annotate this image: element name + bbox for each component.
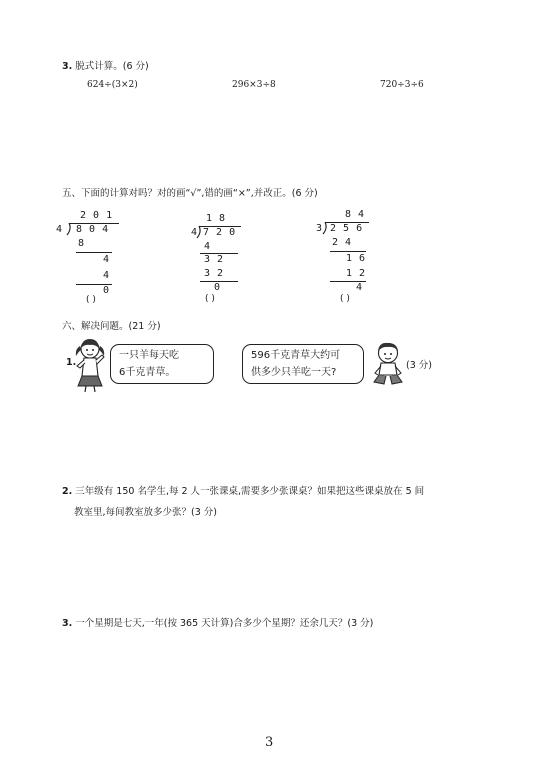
div2-dividend: 7 2 0 xyxy=(203,227,236,238)
q3-title: 脱式计算。(6 分) xyxy=(75,61,149,72)
speech-bubble-left xyxy=(110,344,214,384)
q3-expr-1: 624÷(3×2) xyxy=(87,80,138,90)
q3-number: 3. xyxy=(62,61,73,72)
div1-step-1: 8 xyxy=(78,238,85,249)
div3-divisor: 3 xyxy=(316,223,323,234)
q6-title: 六、解决问题。(21 分) xyxy=(62,321,161,332)
div1-quotient: 2 0 1 xyxy=(80,210,113,221)
div3-step-4: 4 xyxy=(356,282,363,293)
div2-step-3: 3 2 xyxy=(204,268,224,279)
q6-p3-text: 一个星期是七天,一年(按 365 天计算)合多少个星期？还余几天？(3 分) xyxy=(75,618,374,629)
div2-step-2: 3 2 xyxy=(204,254,224,265)
div3-step-2: 1 6 xyxy=(346,253,366,264)
div2-step-1: 4 xyxy=(204,241,211,252)
div3-answer-paren[interactable]: ( ) xyxy=(340,294,350,304)
div1-bracket xyxy=(66,222,74,236)
girl-illustration xyxy=(72,336,108,394)
div3-step-3: 1 2 xyxy=(346,268,366,279)
q6-p2-line-1 xyxy=(62,482,424,502)
q3-expr-3: 720÷3÷6 xyxy=(380,80,424,90)
bubble-right-line-1: 596千克青草大约可 xyxy=(251,350,341,361)
div3-bracket xyxy=(322,221,330,235)
div2-answer-paren[interactable]: ( ) xyxy=(205,294,215,304)
speech-bubble-right xyxy=(242,344,364,384)
q6-p3-number: 3. xyxy=(62,618,73,629)
div2-divisor: 4 xyxy=(191,227,198,238)
div3-step-1: 2 4 xyxy=(332,237,352,248)
div1-divisor: 4 xyxy=(56,224,63,235)
bubble-left-line-1: 一只羊每天吃 xyxy=(119,350,179,361)
q5-title: 五、下面的计算对吗？对的画“√”,错的画“×”,并改正。(6 分) xyxy=(62,188,318,199)
div3-dividend: 2 5 6 xyxy=(330,223,363,234)
q6-p2-line-2: 教室里,每间教室放多少张？(3 分) xyxy=(74,507,217,518)
page-number: 3 xyxy=(265,735,274,750)
div1-step-4: 0 xyxy=(103,285,110,296)
div1-answer-paren[interactable]: ( ) xyxy=(86,295,96,305)
div2-quotient: 1 8 xyxy=(206,213,226,224)
q6-p1-number: 1. xyxy=(66,357,77,368)
q3-expr-2: 296×3÷8 xyxy=(232,80,276,90)
div1-dividend: 8 0 4 xyxy=(76,224,109,235)
q3-heading xyxy=(62,58,149,72)
q6-p2-text-1: 三年级有 150 名学生,每 2 人一张课桌,需要多少张课桌？如果把这些课桌放在 5 间 xyxy=(75,486,425,497)
q6-p2-number: 2. xyxy=(62,486,73,497)
q6-p1-score: (3 分) xyxy=(406,360,432,371)
bubble-right-line-2: 供多少只羊吃一天? xyxy=(251,367,337,378)
div2-step-4: 0 xyxy=(214,282,221,293)
div3-quotient: 8 4 xyxy=(345,209,365,220)
bubble-left-line-2: 6千克青草。 xyxy=(119,367,176,378)
div1-step-2: 4 xyxy=(103,254,110,265)
div1-step-3: 4 xyxy=(103,270,110,281)
q6-p3-line xyxy=(62,614,373,634)
boy-illustration xyxy=(368,340,408,388)
